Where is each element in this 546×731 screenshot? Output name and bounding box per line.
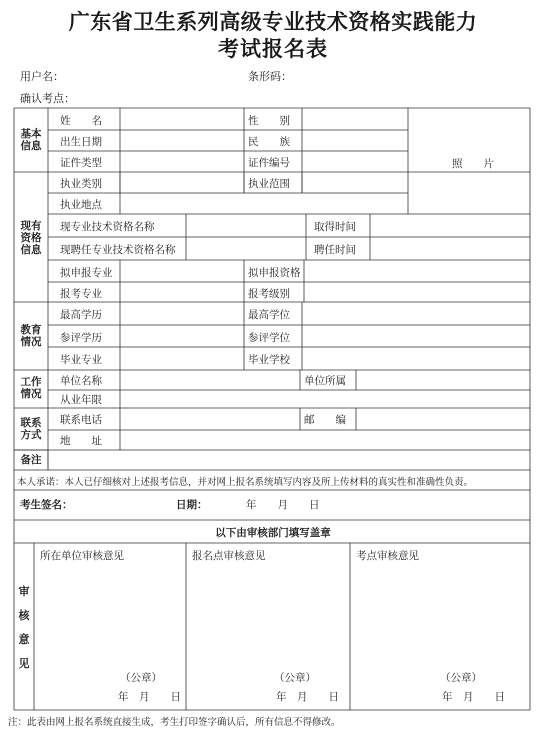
barcode-label: 条形码： xyxy=(248,70,292,83)
field-grad-major: 毕业专业 xyxy=(60,354,102,366)
review-col-registration: 报名点审核意见 xyxy=(192,550,266,562)
field-eval-edu: 参评学历 xyxy=(60,332,102,344)
form-title-line1: 广东省卫生系列高级专业技术资格实践能力 xyxy=(68,9,478,34)
section-contact: 联系 方式 xyxy=(20,417,42,441)
field-employed-title: 现聘任专业技术资格名称 xyxy=(60,244,176,256)
field-address: 地 址 xyxy=(60,435,102,447)
field-highest-edu: 最高学历 xyxy=(60,309,102,321)
field-postcode: 邮 编 xyxy=(304,414,346,426)
section-basic: 基本 信息 xyxy=(20,128,42,152)
sign-label: 考生签名： xyxy=(20,499,73,511)
field-apply-qualification: 拟申报资格 xyxy=(248,267,301,279)
field-practice-category: 执业类别 xyxy=(60,178,102,190)
review-header: 以下由审核部门填写盖章 xyxy=(215,527,331,539)
form-title-line2: 考试报名表 xyxy=(218,36,328,61)
seal-date-exam-site: 年 月 日 xyxy=(442,691,505,703)
section-education: 教育 情况 xyxy=(20,324,42,348)
field-obtain-time: 取得时间 xyxy=(314,221,356,233)
field-current-title: 现专业技术资格名称 xyxy=(60,221,155,233)
field-birth: 出生日期 xyxy=(60,136,102,148)
review-col-unit: 所在单位审核意见 xyxy=(40,550,124,562)
seal-date-registration: 年 月 日 xyxy=(276,691,339,703)
field-eval-degree: 参评学位 xyxy=(248,332,290,344)
promise-text: 本人承诺：本人已仔细核对上述报考信息，并对网上报名系统填写内容及所上传材料的真实性和准确性负责。 xyxy=(17,477,474,488)
field-id-type: 证件类型 xyxy=(60,157,102,169)
field-apply-major: 拟申报专业 xyxy=(60,267,113,279)
field-grad-school: 毕业学校 xyxy=(248,354,290,366)
field-name: 姓 名 xyxy=(60,115,102,127)
field-ethnicity: 民 族 xyxy=(248,136,290,148)
confirm-site-label: 确认考点： xyxy=(20,92,75,105)
field-practice-location: 执业地点 xyxy=(60,199,102,211)
review-side-label: 审 核 意 见 xyxy=(18,585,30,670)
field-id-number: 证件编号 xyxy=(248,157,290,169)
seal-unit: （公章） xyxy=(120,672,162,684)
field-employer: 单位名称 xyxy=(60,375,102,387)
seal-registration: （公章） xyxy=(274,672,316,684)
review-col-exam-site: 考点审核意见 xyxy=(356,550,419,562)
field-exam-level: 报考级别 xyxy=(248,288,290,300)
section-remarks: 备注 xyxy=(20,454,42,466)
date-label: 日期： xyxy=(176,499,208,511)
field-highest-degree: 最高学位 xyxy=(248,309,290,321)
section-work: 工作 情况 xyxy=(20,376,42,400)
field-exam-major: 报考专业 xyxy=(60,288,102,300)
seal-exam-site: （公章） xyxy=(440,672,482,684)
field-phone: 联系电话 xyxy=(60,414,102,426)
field-gender: 性 别 xyxy=(248,115,290,127)
section-current: 现有 资格 信息 xyxy=(20,220,42,256)
field-years: 从业年限 xyxy=(60,394,102,406)
field-employer-belong: 单位所属 xyxy=(304,375,346,387)
field-employ-time: 聘任时间 xyxy=(314,244,356,256)
field-practice-scope: 执业范围 xyxy=(248,178,290,190)
seal-date-unit: 年 月 日 xyxy=(118,691,181,703)
photo-label: 照 片 xyxy=(452,158,494,170)
date-units: 年 月 日 xyxy=(246,499,320,511)
username-label: 用户名： xyxy=(20,70,64,83)
footnote: 注：此表由网上报名系统直接生成，考生打印签字确认后，所有信息不得修改。 xyxy=(8,717,341,728)
